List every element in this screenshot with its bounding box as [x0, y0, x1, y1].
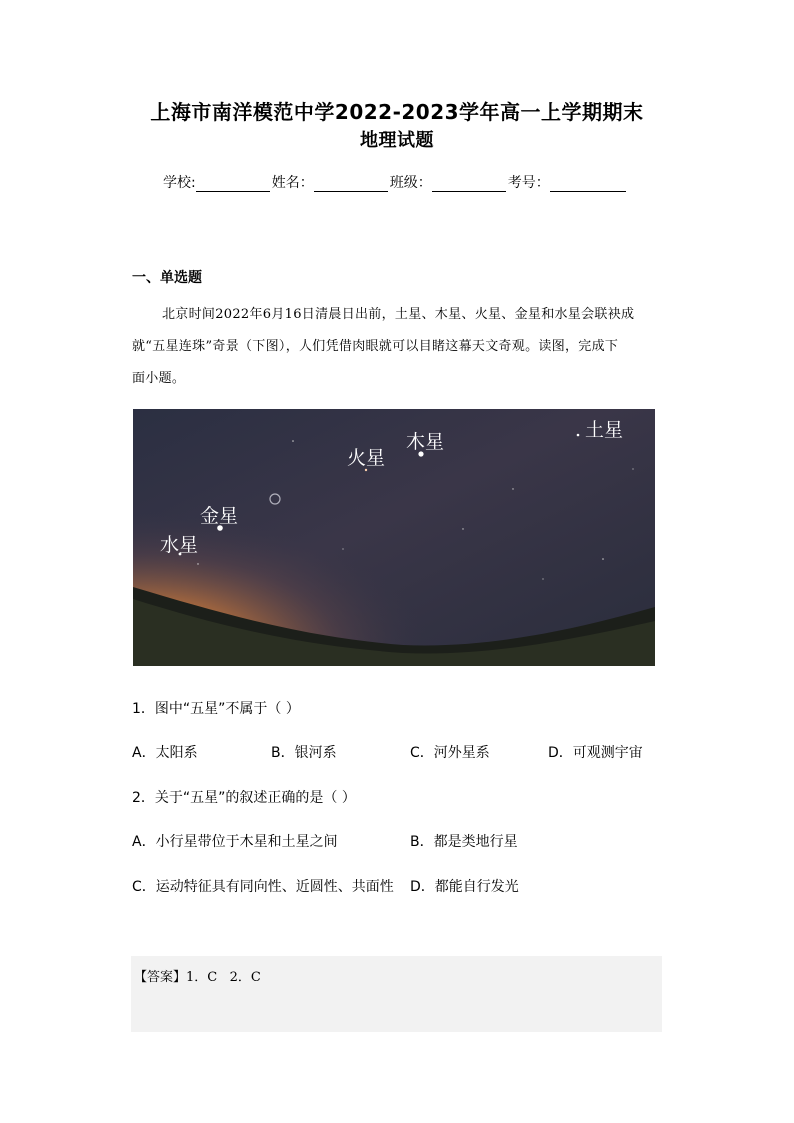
passage-line-2: 就“五星连珠”奇景（下图），人们凭借肉眼就可以目睹这幕天文奇观。读图，完成下 [132, 339, 619, 354]
mars-label: 火星 [347, 447, 386, 469]
page-subtitle: 地理试题 [360, 130, 434, 151]
question-1-option-b[interactable]: B．银河系 [271, 745, 337, 761]
passage-line-3: 面小题。 [132, 371, 186, 386]
question-1-option-c[interactable]: C．河外星系 [410, 745, 490, 761]
passage-line-1: 北京时间2022年6月16日清晨日出前，土星、木星、火星、金星和水星会联袂成 [162, 307, 635, 322]
name-blank[interactable] [314, 177, 388, 192]
section-heading: 一、单选题 [132, 270, 202, 286]
page-title: 上海市南洋模范中学2022-2023学年高一上学期期末 [150, 100, 644, 124]
question-2-option-b[interactable]: B．都是类地行星 [410, 834, 518, 850]
jupiter-label: 木星 [406, 431, 445, 453]
exam-no-label: 考号： [507, 175, 550, 191]
question-2-option-c[interactable]: C．运动特征具有同向性、近圆性、共面性 [132, 879, 394, 895]
question-2-option-a[interactable]: A．小行星带位于木星和土星之间 [132, 834, 338, 850]
school-label: 学校: [163, 175, 196, 191]
school-blank[interactable] [196, 177, 270, 192]
question-1-option-d[interactable]: D．可观测宇宙 [548, 745, 643, 761]
mercury-label: 水星 [160, 534, 199, 556]
answer-text: 【答案】1．C 2．C [134, 970, 261, 985]
saturn-label: 土星 [585, 419, 624, 441]
question-1-stem: 1．图中“五星”不属于（ ） [132, 701, 300, 717]
name-label: 姓名： [271, 175, 314, 191]
question-2-stem: 2．关于“五星”的叙述正确的是（ ） [132, 790, 356, 806]
class-label: 班级： [389, 175, 432, 191]
student-info-row [163, 172, 628, 192]
class-blank[interactable] [432, 177, 506, 192]
question-1-option-a[interactable]: A．太阳系 [132, 745, 198, 761]
saturn-dot [577, 434, 580, 437]
exam-no-blank[interactable] [550, 177, 626, 192]
venus-label: 金星 [200, 505, 239, 527]
five-planets-photo [133, 409, 655, 666]
question-2-option-d[interactable]: D．都能自行发光 [410, 879, 519, 895]
